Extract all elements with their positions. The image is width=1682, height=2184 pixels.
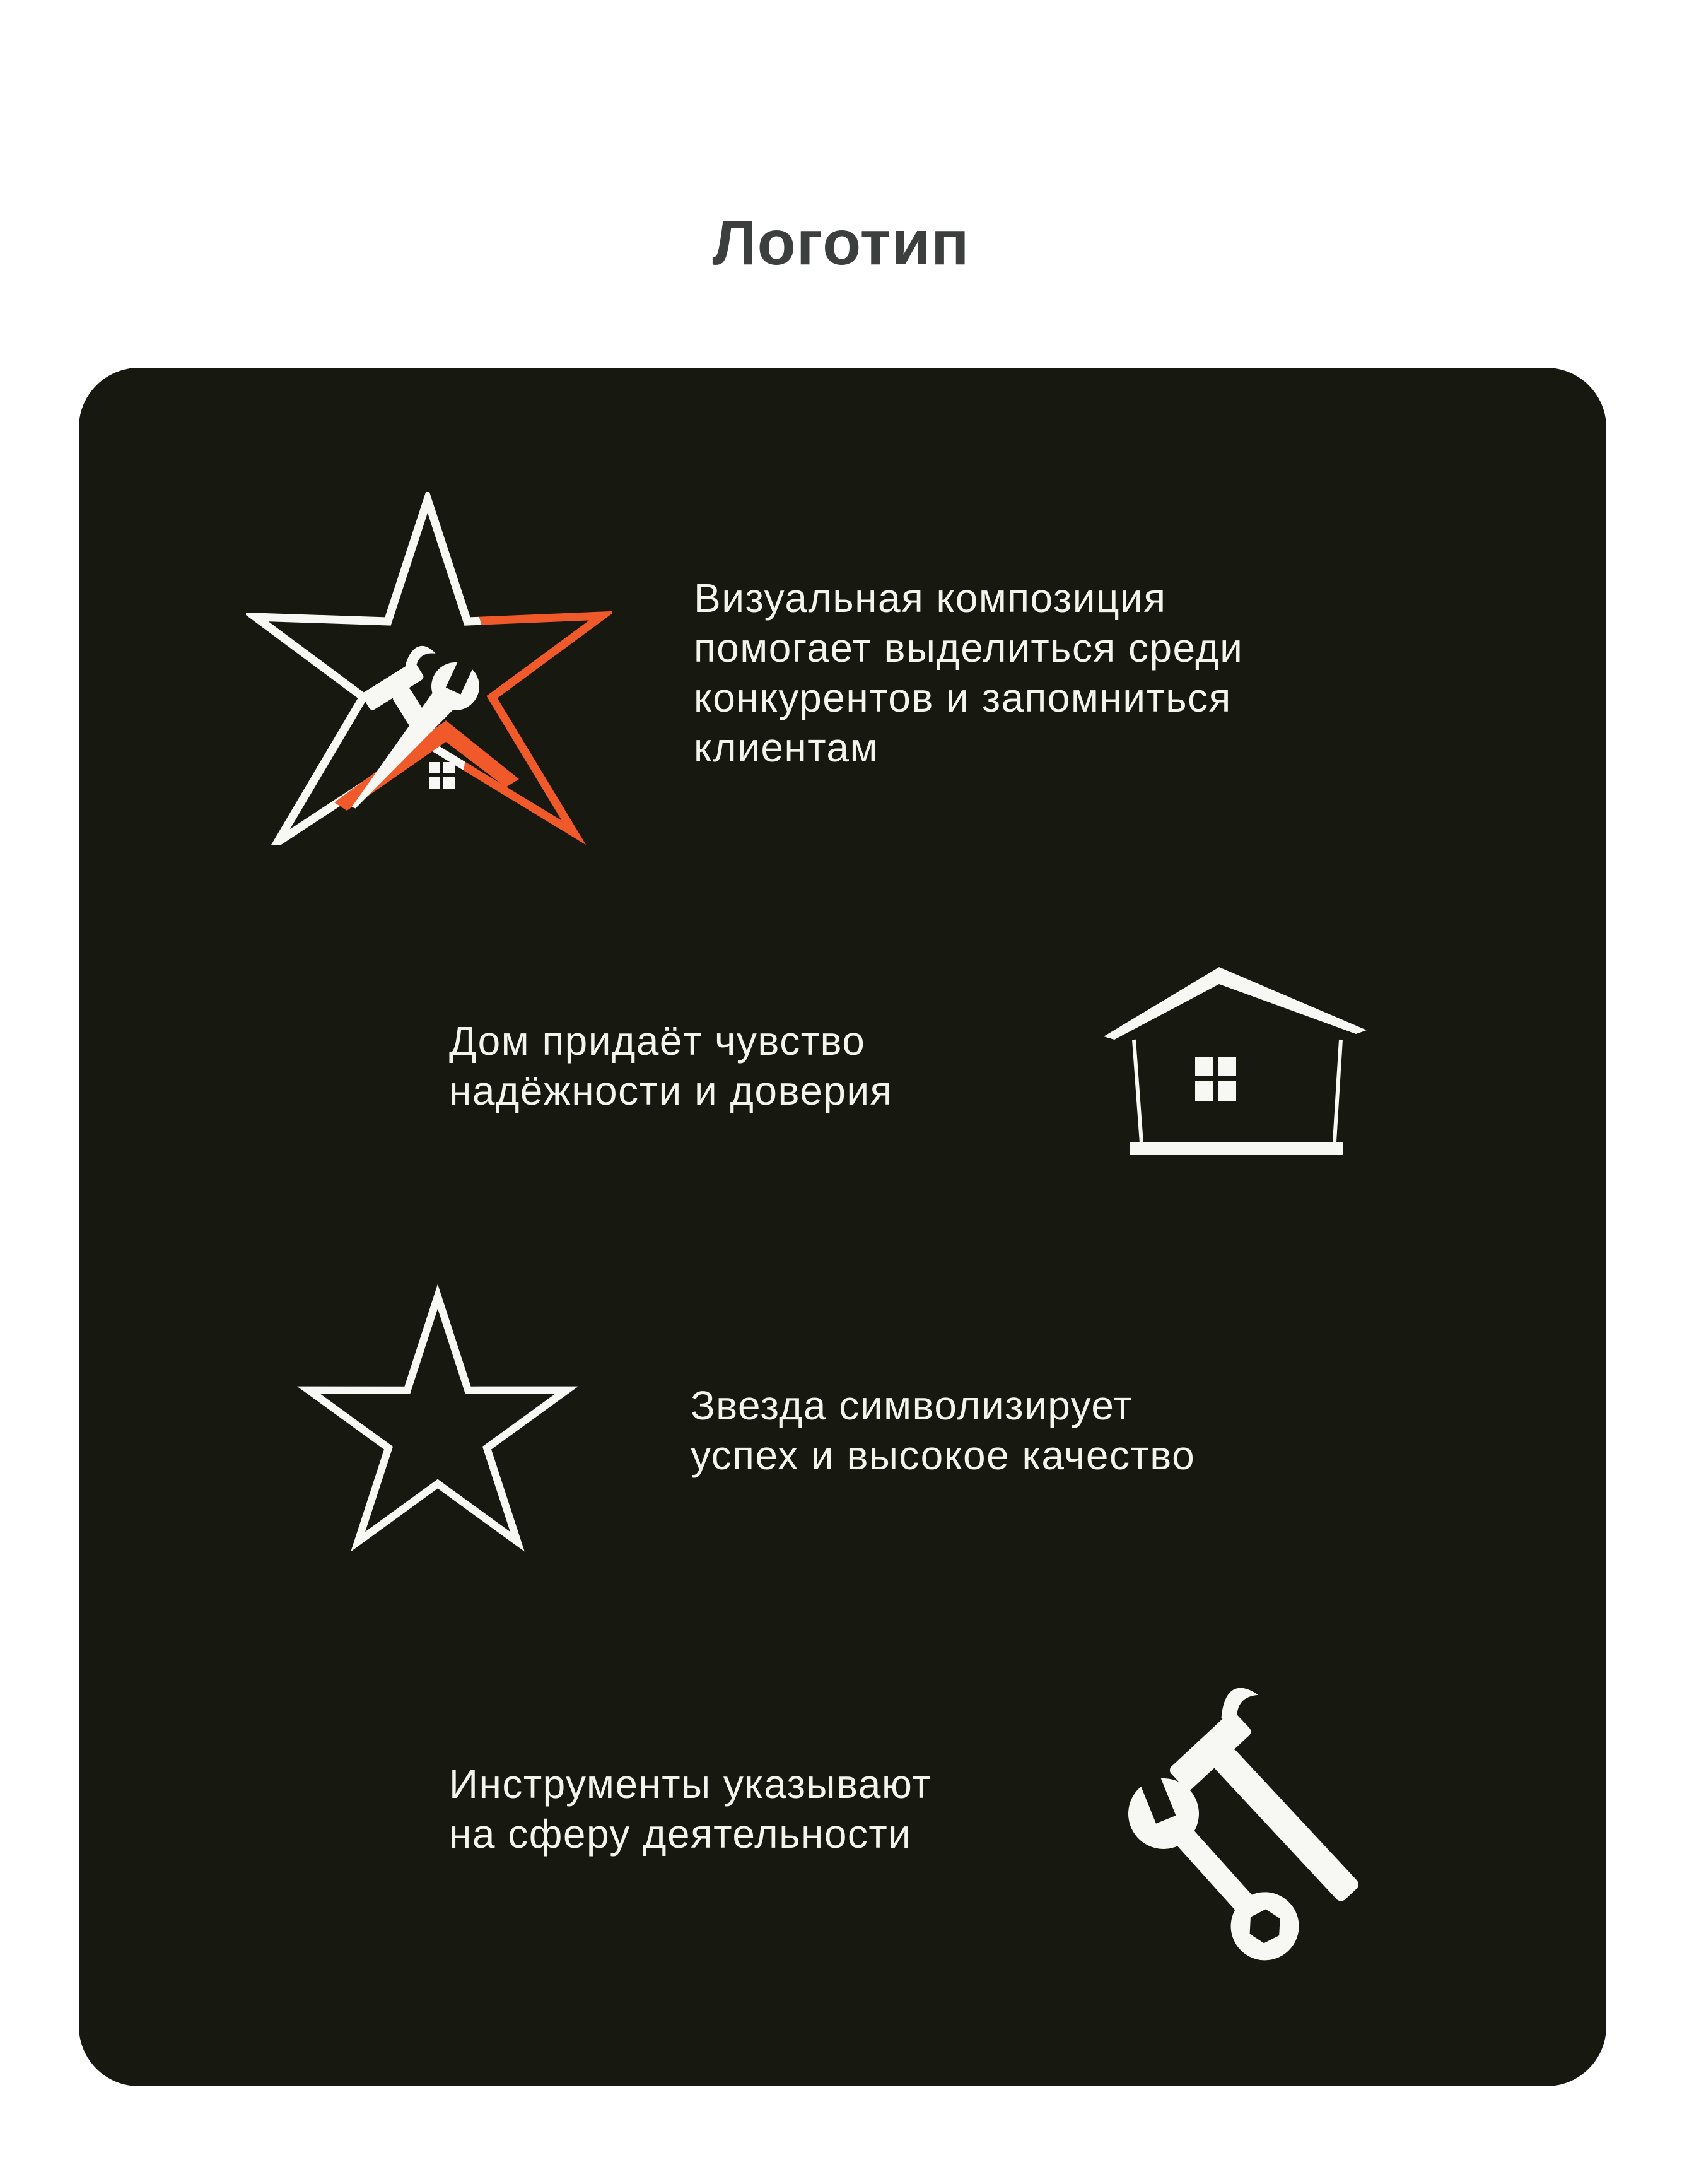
- star-outline-graphic: [293, 1284, 583, 1561]
- text-line: Визуальная композиция: [694, 575, 1167, 621]
- page-title: Логотип: [712, 208, 970, 278]
- row-text-composition: [694, 573, 1243, 773]
- house-right-wall: [1335, 1040, 1341, 1142]
- house-icon: [1097, 934, 1400, 1173]
- row-text-house: [449, 1016, 893, 1116]
- text-line: Инструменты указывают: [449, 1761, 932, 1807]
- text-line: успех и высокое качество: [691, 1433, 1196, 1478]
- house-left-wall: [1134, 1040, 1142, 1143]
- logo-window-shape: [429, 762, 455, 789]
- star-tools-logo-icon: [246, 492, 612, 845]
- text-line: помогает выделиться среди: [694, 625, 1244, 671]
- text-line: Звезда символизирует: [691, 1383, 1133, 1428]
- house-roof-shape: [1104, 967, 1367, 1040]
- house-window-shape: [1195, 1057, 1236, 1101]
- star-tools-logo-graphic: [246, 492, 612, 845]
- tools-icon: [1097, 1678, 1375, 1962]
- house-graphic: [1097, 934, 1400, 1173]
- row-text-tools: [449, 1759, 932, 1859]
- tools-graphic: [1097, 1678, 1375, 1962]
- text-line: на сферу деятельности: [449, 1811, 912, 1857]
- row-text-star: [691, 1381, 1195, 1481]
- star-outline-shape: [309, 1296, 567, 1542]
- text-line: Дом придаёт чувство: [449, 1018, 866, 1064]
- text-line: клиентам: [694, 725, 879, 770]
- house-base-shape: [1130, 1142, 1343, 1155]
- text-line: надёжности и доверия: [449, 1068, 893, 1113]
- logo-card: [79, 368, 1606, 2086]
- logo-wrench-icon: [335, 632, 506, 824]
- star-outline-icon: [293, 1284, 583, 1561]
- text-line: конкурентов и запомниться: [694, 675, 1232, 720]
